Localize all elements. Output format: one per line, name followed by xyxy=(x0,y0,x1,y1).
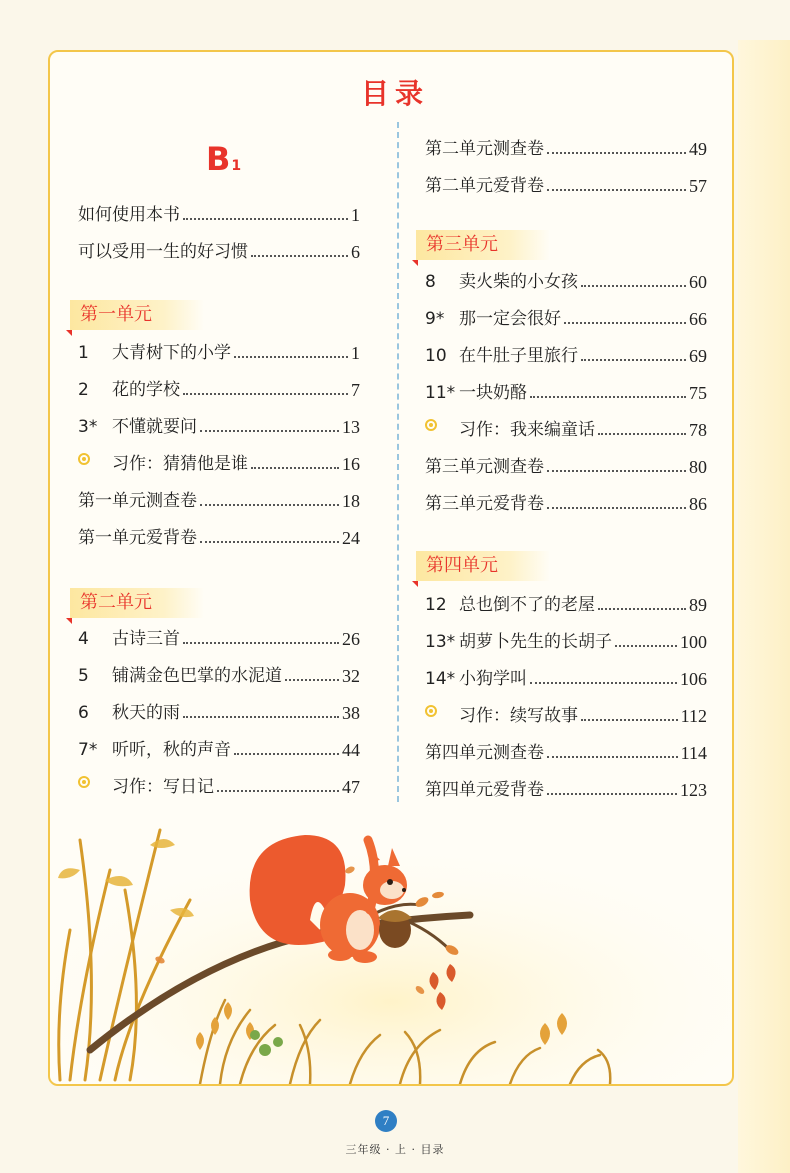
lesson-number: 6 xyxy=(78,703,89,723)
toc-entry-title: 卖火柴的小女孩 xyxy=(459,272,578,292)
page-footer: 三年级 · 上 · 目录 xyxy=(345,1143,445,1156)
toc-entry-page: 32 xyxy=(342,666,360,686)
toc-entry-title: 第二单元测查卷 xyxy=(425,139,544,159)
leader-dots xyxy=(598,433,686,435)
toc-entry-page: 1 xyxy=(351,343,360,363)
toc-entry-title: 习作：我来编童话 xyxy=(459,420,595,440)
toc-entry[interactable] xyxy=(425,304,707,330)
toc-entry-page: 114 xyxy=(680,743,707,763)
toc-entry[interactable] xyxy=(78,375,360,401)
toc-entry[interactable] xyxy=(425,775,707,801)
toc-entry[interactable] xyxy=(78,624,360,650)
composition-icon xyxy=(78,453,112,475)
toc-entry-page: 75 xyxy=(689,383,707,403)
unit-heading-label: 第四单元 xyxy=(426,555,498,576)
leader-dots xyxy=(581,359,686,361)
leader-dots xyxy=(547,152,686,154)
toc-entry[interactable] xyxy=(425,134,707,160)
tag-corner xyxy=(66,618,72,624)
toc-entry-page: 60 xyxy=(689,272,707,292)
toc-entry-page: 26 xyxy=(342,629,360,649)
leader-dots xyxy=(234,753,339,755)
leader-dots xyxy=(183,716,339,718)
composition-icon xyxy=(425,705,459,727)
lesson-number: 1 xyxy=(78,343,89,363)
toc-entry-title: 习作：写日记 xyxy=(112,777,214,797)
toc-entry[interactable] xyxy=(78,735,360,761)
toc-entry-page: 44 xyxy=(342,740,360,760)
leader-dots xyxy=(251,255,348,257)
unit-heading-1[interactable] xyxy=(70,300,204,330)
composition-icon xyxy=(78,776,112,798)
toc-entry[interactable] xyxy=(425,378,707,404)
toc-entry-page: 89 xyxy=(689,595,707,615)
toc-entry-page: 86 xyxy=(689,494,707,514)
unit-heading-label: 第三单元 xyxy=(426,234,498,255)
unit-heading-label: 第二单元 xyxy=(80,592,152,613)
leader-dots xyxy=(183,393,348,395)
toc-entry-page: 78 xyxy=(689,420,707,440)
lesson-number: 2 xyxy=(78,380,89,400)
leader-dots xyxy=(615,645,677,647)
toc-entry[interactable] xyxy=(425,664,707,690)
tag-corner xyxy=(412,260,418,266)
toc-entry-page: 7 xyxy=(351,380,360,400)
leader-dots xyxy=(217,790,339,792)
toc-entry-page: 6 xyxy=(351,242,360,262)
toc-entry[interactable] xyxy=(78,698,360,724)
composition-icon xyxy=(425,419,459,441)
grade-badge xyxy=(206,140,241,178)
toc-entry-page: 49 xyxy=(689,139,707,159)
leader-dots xyxy=(547,507,686,509)
toc-entry-title: 习作：猜猜他是谁 xyxy=(112,454,248,474)
toc-entry-title: 第三单元爱背卷 xyxy=(425,494,544,514)
lesson-number: 5 xyxy=(78,666,89,686)
tag-corner xyxy=(66,330,72,336)
toc-entry-title: 小狗学叫 xyxy=(459,669,527,689)
toc-entry-title: 总也倒不了的老屋 xyxy=(459,595,595,615)
leader-dots xyxy=(598,608,686,610)
toc-entry[interactable] xyxy=(78,338,360,364)
page-number: 7 xyxy=(375,1110,397,1132)
toc-entry-page: 16 xyxy=(342,454,360,474)
toc-entry-title: 第四单元爱背卷 xyxy=(425,780,544,800)
lesson-number: 3* xyxy=(78,417,98,437)
toc-entry[interactable] xyxy=(78,523,360,549)
leader-dots xyxy=(183,218,348,220)
toc-entry-page: 18 xyxy=(342,491,360,511)
toc-entry-title: 不懂就要问 xyxy=(112,417,197,437)
toc-entry-title: 一块奶酪 xyxy=(459,383,527,403)
toc-entry-title: 那一定会很好 xyxy=(459,309,561,329)
toc-entry[interactable] xyxy=(78,412,360,438)
toc-entry-title: 可以受用一生的好习惯 xyxy=(78,242,248,262)
toc-entry[interactable] xyxy=(425,171,707,197)
toc-entry-page: 13 xyxy=(342,417,360,437)
leader-dots xyxy=(200,504,339,506)
toc-entry-title: 秋天的雨 xyxy=(112,703,180,723)
unit-heading-4[interactable] xyxy=(416,551,550,581)
toc-entry-title: 第二单元爱背卷 xyxy=(425,176,544,196)
toc-entry-title: 大青树下的小学 xyxy=(112,343,231,363)
lesson-number: 7* xyxy=(78,740,98,760)
toc-entry-page: 123 xyxy=(680,780,707,800)
column-divider xyxy=(397,122,399,802)
lesson-number: 12 xyxy=(425,595,447,615)
toc-entry-page: 69 xyxy=(689,346,707,366)
toc-entry[interactable] xyxy=(78,661,360,687)
leader-dots xyxy=(200,430,339,432)
toc-entry[interactable] xyxy=(425,738,707,764)
toc-entry-title: 胡萝卜先生的长胡子 xyxy=(459,632,612,652)
leader-dots xyxy=(530,396,686,398)
toc-entry[interactable] xyxy=(78,772,360,798)
toc-entry-title: 第三单元测查卷 xyxy=(425,457,544,477)
toc-entry[interactable] xyxy=(78,449,360,475)
toc-entry[interactable] xyxy=(425,590,707,616)
toc-entry[interactable] xyxy=(78,486,360,512)
toc-entry-page: 57 xyxy=(689,176,707,196)
toc-entry-page: 112 xyxy=(680,706,707,726)
toc-entry-page: 24 xyxy=(342,528,360,548)
lesson-number: 9* xyxy=(425,309,445,329)
toc-entry-title: 第四单元测查卷 xyxy=(425,743,544,763)
unit-heading-3[interactable] xyxy=(416,230,550,260)
leader-dots xyxy=(234,356,348,358)
toc-entry-page: 1 xyxy=(351,205,360,225)
lesson-number: 13* xyxy=(425,632,456,652)
toc-entry[interactable] xyxy=(78,237,360,263)
lesson-number: 14* xyxy=(425,669,456,689)
leader-dots xyxy=(530,682,677,684)
toc-entry-title: 第一单元测查卷 xyxy=(78,491,197,511)
toc-entry-page: 47 xyxy=(342,777,360,797)
unit-heading-label: 第一单元 xyxy=(80,304,152,325)
toc-entry-page: 106 xyxy=(680,669,707,689)
toc-entry[interactable] xyxy=(78,200,360,226)
leader-dots xyxy=(564,322,686,324)
lesson-number: 4 xyxy=(78,629,89,649)
toc-entry-page: 80 xyxy=(689,457,707,477)
leader-dots xyxy=(183,642,339,644)
leader-dots xyxy=(251,467,339,469)
toc-entry-page: 38 xyxy=(342,703,360,723)
lesson-number: 8 xyxy=(425,272,436,292)
toc-entry-page: 100 xyxy=(680,632,707,652)
leader-dots xyxy=(547,793,677,795)
side-glow xyxy=(738,40,790,1173)
page-title: 目录 xyxy=(360,77,429,110)
lesson-number: 10 xyxy=(425,346,447,366)
toc-entry-title: 古诗三首 xyxy=(112,629,180,649)
toc-entry[interactable] xyxy=(425,489,707,515)
toc-entry[interactable] xyxy=(425,701,707,727)
lesson-number: 11* xyxy=(425,383,456,403)
leader-dots xyxy=(547,470,686,472)
toc-entry-title: 习作：续写故事 xyxy=(459,706,578,726)
leader-dots xyxy=(200,541,339,543)
toc-entry-title: 花的学校 xyxy=(112,380,180,400)
tag-corner xyxy=(412,581,418,587)
toc-entry[interactable] xyxy=(425,452,707,478)
grade-badge-sub: 1 xyxy=(231,158,242,174)
leader-dots xyxy=(285,679,339,681)
unit-heading-2[interactable] xyxy=(70,588,204,618)
leader-dots xyxy=(547,189,686,191)
toc-entry[interactable] xyxy=(425,627,707,653)
leader-dots xyxy=(581,719,678,721)
grade-badge-letter: B xyxy=(206,140,231,178)
squirrel-illustration xyxy=(50,810,732,1084)
leader-dots xyxy=(547,756,678,758)
toc-entry-title: 听听，秋的声音 xyxy=(112,740,231,760)
leader-dots xyxy=(581,285,686,287)
toc-entry-title: 铺满金色巴掌的水泥道 xyxy=(112,666,282,686)
toc-entry[interactable] xyxy=(425,415,707,441)
toc-entry[interactable] xyxy=(425,341,707,367)
toc-entry-title: 第一单元爱背卷 xyxy=(78,528,197,548)
toc-entry-page: 66 xyxy=(689,309,707,329)
toc-entry[interactable] xyxy=(425,267,707,293)
toc-entry-title: 在牛肚子里旅行 xyxy=(459,346,578,366)
toc-entry-title: 如何使用本书 xyxy=(78,205,180,225)
